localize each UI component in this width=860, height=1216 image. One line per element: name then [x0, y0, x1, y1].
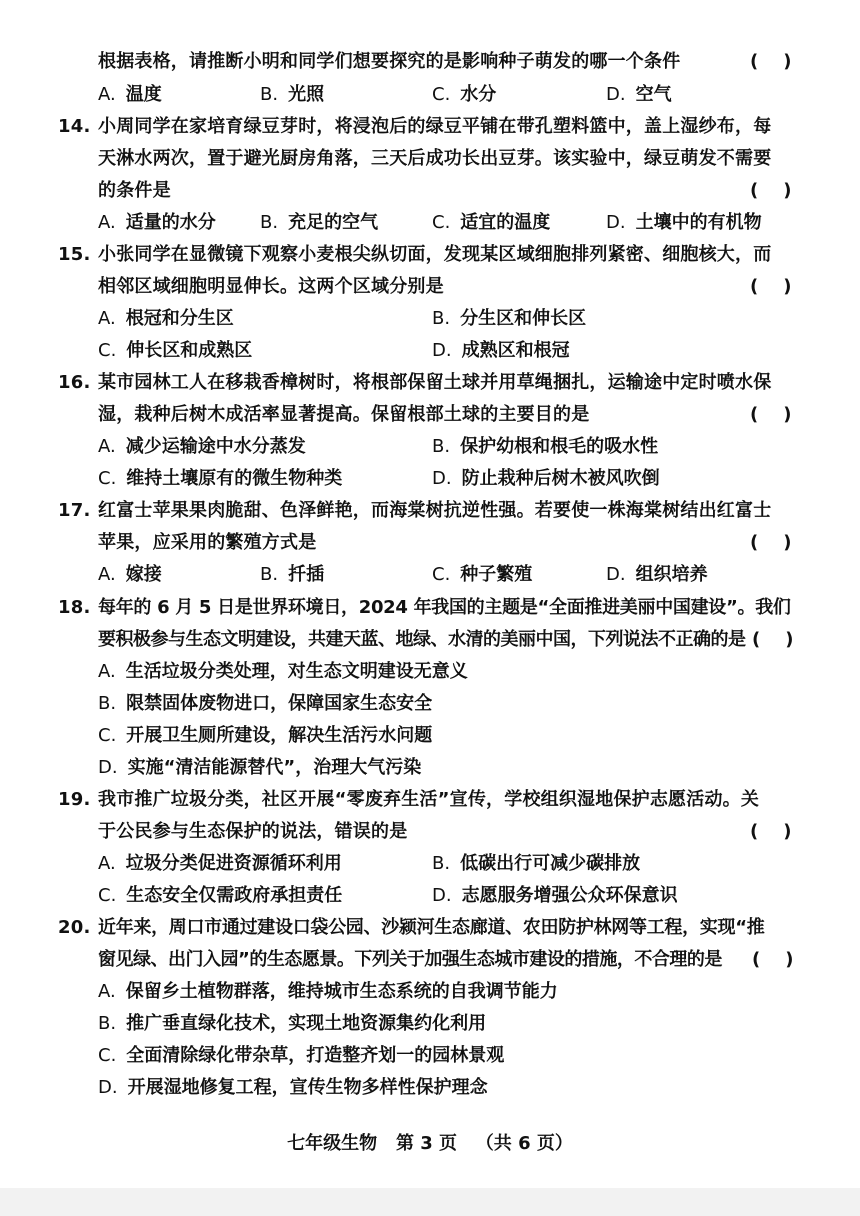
scan-edge: [0, 1188, 860, 1216]
question-stem-line: 天淋水两次，置于避光厨房角落，三天后成功长出豆芽。该实验中，绿豆萌发不需要: [98, 148, 772, 169]
option-a: A. 嫁接: [98, 564, 162, 585]
question-stem-line: 我市推广垃圾分类，社区开展“零废弃生活”宣传，学校组织湿地保护志愿活动。关: [98, 789, 760, 810]
question-number: 19.: [58, 789, 91, 810]
question-stem-line: 窗见绿、出门入园”的生态愿景。下列关于加强生态城市建设的措施，不合理的是: [98, 949, 722, 970]
question-number: 17.: [58, 500, 91, 521]
option-b: B. 光照: [260, 84, 325, 105]
question-stem-line: 某市园林工人在移栽香樟树时，将根部保留土球并用草绳捆扎，运输途中定时喷水保: [98, 372, 772, 393]
option-d: D. 空气: [606, 84, 672, 105]
option-b: B. 扦插: [260, 564, 325, 585]
question-stem-line: 湿，栽种后树木成活率显著提高。保留根部土球的主要目的是: [98, 404, 590, 425]
option-d: D. 实施“清洁能源替代”，治理大气污染: [98, 757, 422, 778]
option-d: D. 组织培养: [606, 564, 708, 585]
option-a: A. 生活垃圾分类处理，对生态文明建设无意义: [98, 661, 468, 682]
q13-stem-line: 根据表格，请推断小明和同学们想要探究的是影响种子萌发的哪一个条件: [98, 51, 681, 72]
option-a: A. 保留乡土植物群落，维持城市生态系统的自我调节能力: [98, 981, 558, 1002]
answer-paren: ( ): [750, 404, 792, 425]
question-stem-line: 的条件是: [98, 180, 171, 201]
question-stem-line: 相邻区域细胞明显伸长。这两个区域分别是: [98, 276, 444, 297]
option-b: B. 限禁固体废物进口，保障国家生态安全: [98, 693, 433, 714]
option-c: C. 全面清除绿化带杂草，打造整齐划一的园林景观: [98, 1045, 505, 1066]
option-d: D. 土壤中的有机物: [606, 212, 762, 233]
option-c: C. 开展卫生厕所建设，解决生活污水问题: [98, 725, 433, 746]
question-number: 15.: [58, 244, 91, 265]
answer-paren: ( ): [750, 180, 792, 201]
option-c: C. 生态安全仅需政府承担责任: [98, 885, 343, 906]
question-stem-line: 苹果，应采用的繁殖方式是: [98, 532, 317, 553]
option-a: A. 减少运输途中水分蒸发: [98, 436, 306, 457]
question-stem-line: 要积极参与生态文明建设，共建天蓝、地绿、水清的美丽中国，下列说法不正确的是: [98, 629, 746, 650]
option-c: C. 水分: [432, 84, 497, 105]
option-d: D. 开展湿地修复工程，宣传生物多样性保护理念: [98, 1077, 488, 1098]
option-a: A. 适量的水分: [98, 212, 216, 233]
option-d: D. 成熟区和根冠: [432, 340, 570, 361]
answer-paren: ( ): [750, 532, 792, 553]
option-b: B. 保护幼根和根毛的吸水性: [432, 436, 659, 457]
option-c: C. 维持土壤原有的微生物种类: [98, 468, 343, 489]
question-stem-line: 小周同学在家培育绿豆芽时，将浸泡后的绿豆平铺在带孔塑料篮中，盖上湿纱布，每: [98, 116, 772, 137]
option-b: B. 低碳出行可减少碳排放: [432, 853, 641, 874]
answer-paren: ( ): [752, 629, 794, 650]
question-stem-line: 于公民参与生态保护的说法，错误的是: [98, 821, 408, 842]
question-number: 14.: [58, 116, 91, 137]
answer-paren: ( ): [752, 949, 794, 970]
option-b: B. 分生区和伸长区: [432, 308, 587, 329]
option-d: D. 防止栽种后树木被风吹倒: [432, 468, 660, 489]
question-stem-line: 红富士苹果果肉脆甜、色泽鲜艳，而海棠树抗逆性强。若要使一株海棠树结出红富士: [98, 500, 772, 521]
option-d: D. 志愿服务增强公众环保意识: [432, 885, 678, 906]
question-stem-line: 每年的 6 月 5 日是世界环境日，2024 年我国的主题是“全面推进美丽中国建设”。我们: [98, 597, 791, 618]
question-stem-line: 小张同学在显微镜下观察小麦根尖纵切面，发现某区域细胞排列紧密、细胞核大，而: [98, 244, 772, 265]
option-b: B. 充足的空气: [260, 212, 379, 233]
option-c: C. 适宜的温度: [432, 212, 551, 233]
answer-paren: ( ): [750, 51, 792, 72]
question-stem-line: 近年来，周口市通过建设口袋公园、沙颍河生态廊道、农田防护林网等工程，实现“推: [98, 917, 765, 938]
page-footer: 七年级生物 第 3 页 （共 6 页）: [287, 1133, 573, 1154]
option-a: A. 垃圾分类促进资源循环利用: [98, 853, 342, 874]
question-number: 18.: [58, 597, 91, 618]
option-c: C. 种子繁殖: [432, 564, 533, 585]
option-a: A. 根冠和分生区: [98, 308, 234, 329]
option-c: C. 伸长区和成熟区: [98, 340, 253, 361]
answer-paren: ( ): [750, 276, 792, 297]
option-b: B. 推广垂直绿化技术，实现土地资源集约化利用: [98, 1013, 487, 1034]
answer-paren: ( ): [750, 821, 792, 842]
option-a: A. 温度: [98, 84, 162, 105]
question-number: 20.: [58, 917, 91, 938]
question-number: 16.: [58, 372, 91, 393]
